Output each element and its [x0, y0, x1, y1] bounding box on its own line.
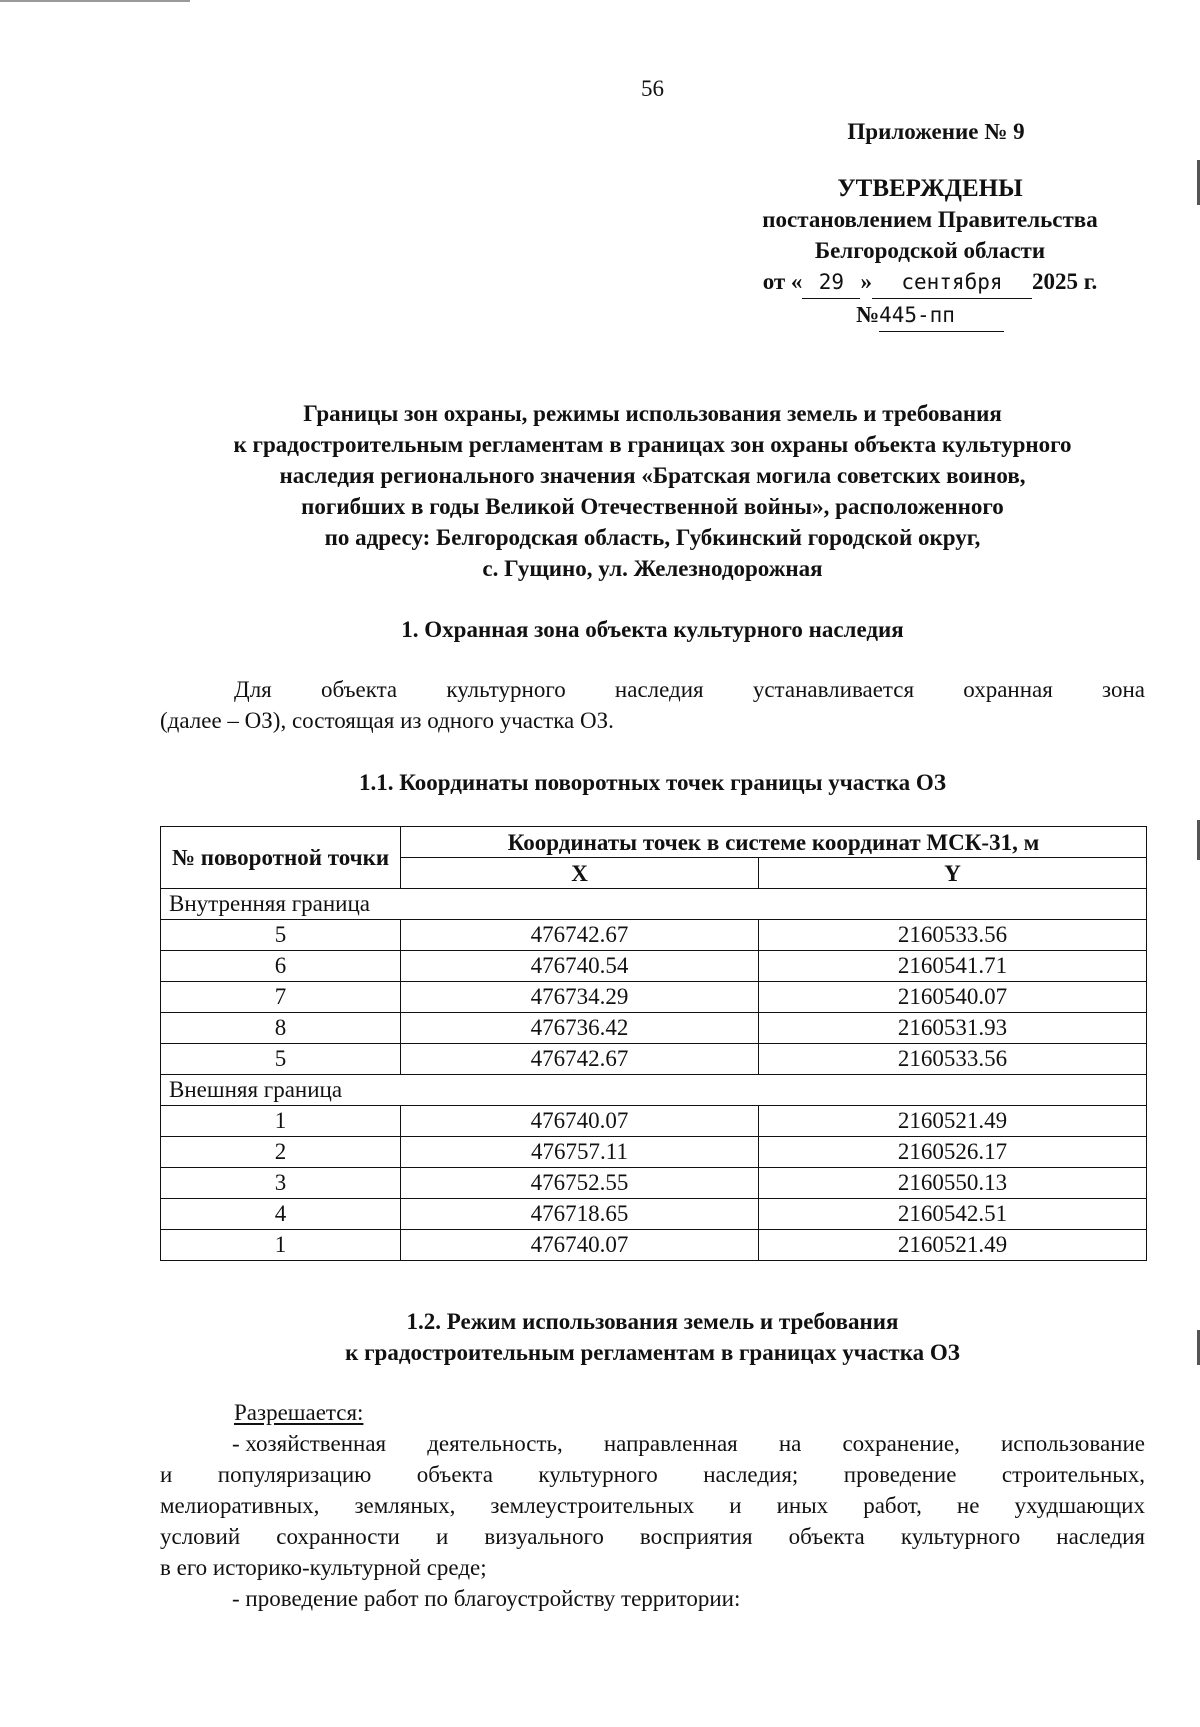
section-1-heading: 1. Охранная зона объекта культурного наследия	[401, 617, 904, 642]
word: восприятия	[639, 1524, 753, 1549]
title-line: по адресу: Белгородская область, Губкинский городской округ,	[324, 525, 981, 550]
y-cell: 2160550.13	[759, 1168, 1147, 1199]
x-cell: 476752.55	[401, 1168, 759, 1199]
table-row	[161, 982, 1147, 1013]
word: направленная	[603, 1431, 738, 1456]
word: не	[956, 1493, 980, 1518]
point-cell: 6	[161, 951, 401, 982]
x-cell: 476742.67	[401, 1044, 759, 1075]
group-row-inner	[161, 889, 1147, 920]
y-cell: 2160542.51	[759, 1199, 1147, 1230]
word: деятельность,	[427, 1431, 563, 1456]
word: популяризацию	[217, 1462, 372, 1487]
word: устанавливается	[752, 677, 915, 702]
word: культурного	[900, 1524, 1021, 1549]
point-cell: 7	[161, 982, 401, 1013]
title-line: к градостроительным регламентам в границах зон охраны объекта культурного	[233, 432, 1072, 457]
y-cell: 2160540.07	[759, 982, 1147, 1013]
word: объекта	[320, 677, 398, 702]
date-prefix: от «	[762, 269, 803, 294]
title-line: наследия регионального значения «Братская могила советских воинов,	[279, 463, 1026, 488]
paragraph-line: (далее – ОЗ), состоящая из одного участка ОЗ.	[160, 708, 614, 733]
approval-block	[700, 116, 1160, 332]
date-year: 2025 г.	[1031, 269, 1098, 294]
group-row-outer	[161, 1075, 1147, 1106]
y-cell: 2160531.93	[759, 1013, 1147, 1044]
approved-by-line: постановлением Правительства	[762, 207, 1098, 232]
title-line: Границы зон охраны, режимы использования земель и требования	[303, 401, 1002, 426]
x-cell: 476740.54	[401, 951, 759, 982]
outer-boundary-label: Внешняя граница	[161, 1075, 1147, 1106]
x-cell: 476736.42	[401, 1013, 759, 1044]
section-1-paragraph	[160, 674, 1145, 736]
date-day: 29	[802, 267, 860, 299]
word: строительных,	[1001, 1462, 1145, 1487]
heading-line: к градостроительным регламентам в границах участка ОЗ	[345, 1340, 960, 1365]
word: использование	[1000, 1431, 1145, 1456]
word: культурного	[538, 1462, 658, 1487]
approval-number	[700, 299, 1160, 332]
date-month: сентября	[872, 267, 1032, 299]
word: и	[729, 1493, 742, 1518]
section-1-1-heading: 1.1. Координаты поворотных точек границы участка ОЗ	[359, 770, 946, 795]
word: культурного	[446, 677, 566, 702]
allowed-label: Разрешается:	[234, 1400, 364, 1425]
word: на	[778, 1431, 802, 1456]
y-cell: 2160526.17	[759, 1137, 1147, 1168]
point-cell: 5	[161, 1044, 401, 1075]
paragraph-line: - проведение работ по благоустройству территории:	[232, 1586, 741, 1611]
title-line: погибших в годы Великой Отечественной войны», расположенного	[301, 494, 1004, 519]
point-cell: 1	[161, 1106, 401, 1137]
x-cell: 476740.07	[401, 1106, 759, 1137]
table-row	[161, 1013, 1147, 1044]
point-number-header: № поворотной точки	[161, 827, 401, 889]
paragraph-line	[160, 1490, 1145, 1521]
point-cell: 3	[161, 1168, 401, 1199]
point-cell: 2	[161, 1137, 401, 1168]
word: Для	[234, 677, 272, 702]
word: объекта	[788, 1524, 865, 1549]
section-1-2-body	[160, 1397, 1145, 1614]
table-row	[161, 1106, 1147, 1137]
paragraph-line	[160, 674, 1145, 705]
paragraph-line: в его историко-культурной среде;	[160, 1555, 487, 1580]
x-cell: 476742.67	[401, 920, 759, 951]
table-row	[161, 1230, 1147, 1261]
word: охранная	[963, 677, 1053, 702]
word: и	[435, 1524, 449, 1549]
x-cell: 476740.07	[401, 1230, 759, 1261]
number-prefix: №	[855, 302, 880, 327]
word: наследия	[1056, 1524, 1145, 1549]
number-value: 445-пп	[879, 300, 1004, 332]
word: ухудшающих	[1014, 1493, 1145, 1518]
scan-edge-line	[0, 0, 190, 2]
table-row	[161, 1044, 1147, 1075]
x-cell: 476757.11	[401, 1137, 759, 1168]
paragraph-line	[160, 1428, 1145, 1459]
word: условий	[160, 1524, 241, 1549]
heading-line: 1.2. Режим использования земель и требования	[406, 1309, 899, 1334]
word: землеустроительных	[490, 1493, 695, 1518]
word: иных	[776, 1493, 829, 1518]
y-cell: 2160521.49	[759, 1230, 1147, 1261]
section-1-2-heading	[0, 1306, 1200, 1368]
title-line: с. Гущино, ул. Железнодорожная	[482, 556, 823, 581]
word: проведение	[843, 1462, 957, 1487]
approved-stamp-title: УТВЕРЖДЕНЫ	[837, 175, 1023, 202]
y-header: Y	[759, 858, 1147, 889]
table-row	[161, 951, 1147, 982]
point-cell: 4	[161, 1199, 401, 1230]
x-header: X	[401, 858, 759, 889]
word: земляных,	[354, 1493, 456, 1518]
y-cell: 2160533.56	[759, 920, 1147, 951]
word: визуального	[484, 1524, 604, 1549]
coordinates-table	[160, 826, 1147, 1261]
word: наследия;	[703, 1462, 799, 1487]
point-cell: 1	[161, 1230, 401, 1261]
x-cell: 476734.29	[401, 982, 759, 1013]
approval-date	[700, 266, 1160, 299]
date-mid: »	[860, 269, 872, 294]
table-row	[161, 1137, 1147, 1168]
table-row	[161, 1199, 1147, 1230]
document-title	[0, 398, 1200, 584]
y-cell: 2160541.71	[759, 951, 1147, 982]
appendix-label: Приложение № 9	[847, 119, 1025, 144]
allowed-line	[160, 1397, 1145, 1428]
paragraph-line	[160, 1459, 1145, 1490]
y-cell: 2160521.49	[759, 1106, 1147, 1137]
word: и	[160, 1462, 173, 1487]
x-cell: 476718.65	[401, 1199, 759, 1230]
word: объекта	[416, 1462, 493, 1487]
word: зона	[1102, 677, 1145, 702]
paragraph-line	[160, 1521, 1145, 1552]
word: сохранности	[276, 1524, 400, 1549]
word: - хозяйственная	[232, 1431, 387, 1456]
point-cell: 8	[161, 1013, 401, 1044]
word: сохранение,	[842, 1431, 960, 1456]
table-row	[161, 920, 1147, 951]
point-cell: 5	[161, 920, 401, 951]
word: наследия	[614, 677, 704, 702]
approved-by-region: Белгородской области	[814, 238, 1046, 263]
page-number: 56	[641, 76, 664, 101]
inner-boundary-label: Внутренняя граница	[161, 889, 1147, 920]
table-header-row	[161, 827, 1147, 858]
word: мелиоративных,	[160, 1493, 320, 1518]
table-row	[161, 1168, 1147, 1199]
y-cell: 2160533.56	[759, 1044, 1147, 1075]
word: работ,	[863, 1493, 922, 1518]
coordinates-header: Координаты точек в системе координат МСК-31, м	[401, 827, 1147, 858]
